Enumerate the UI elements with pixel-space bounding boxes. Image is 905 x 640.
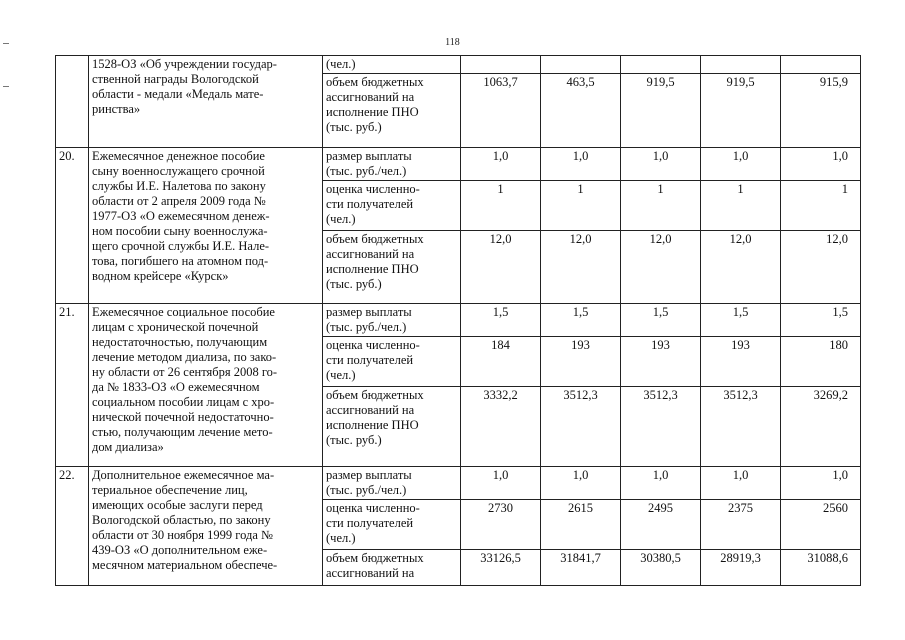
value-cell: 184 xyxy=(461,337,541,387)
value-cell: 1,0 xyxy=(781,467,861,500)
benefit-description: Дополнительное ежемесячное ма- териальное обеспечение лиц, имеющих особые заслуги перед Вологодской областью, по закону области от 30 ноября 1999 года № 439-ОЗ «О дополнительном еже- месячном материальном обеспече- xyxy=(89,467,323,586)
value-cell: 33126,5 xyxy=(461,550,541,586)
value-cell: 919,5 xyxy=(621,74,701,148)
value-cell: 30380,5 xyxy=(621,550,701,586)
value-cell: 1,5 xyxy=(781,304,861,337)
indicator-label: объем бюджетных ассигнований на исполнение ПНО (тыс. руб.) xyxy=(323,387,461,467)
value-cell: 915,9 xyxy=(781,74,861,148)
value-cell xyxy=(461,56,541,74)
value-cell: 1,0 xyxy=(621,467,701,500)
table-row xyxy=(56,56,861,74)
value-cell: 1,5 xyxy=(461,304,541,337)
value-cell: 2560 xyxy=(781,500,861,550)
value-cell: 28919,3 xyxy=(701,550,781,586)
table-body xyxy=(56,56,861,586)
value-cell: 3332,2 xyxy=(461,387,541,467)
indicator-label: объем бюджетных ассигнований на исполнение ПНО (тыс. руб.) xyxy=(323,74,461,148)
table-row xyxy=(56,304,861,337)
indicator-label: объем бюджетных ассигнований на исполнение ПНО (тыс. руб.) xyxy=(323,231,461,304)
value-cell: 1,0 xyxy=(701,148,781,181)
value-cell: 3512,3 xyxy=(621,387,701,467)
value-cell: 12,0 xyxy=(461,231,541,304)
value-cell: 1,0 xyxy=(461,467,541,500)
value-cell: 1 xyxy=(781,181,861,231)
value-cell: 193 xyxy=(541,337,621,387)
value-cell: 1,0 xyxy=(541,467,621,500)
value-cell: 2730 xyxy=(461,500,541,550)
benefit-description: Ежемесячное социальное пособие лицам с хронической почечной недостаточностью, получающим лечение методом диализа, по зако- ну области от 26 сентября 2008 го- да № 1833-ОЗ «О ежемесячном социальном пособии лицам с хро- нической почечной недостаточно- стью, получающим лечение мето- дом диализа» xyxy=(89,304,323,467)
indicator-label: оценка численно- сти получателей (чел.) xyxy=(323,500,461,550)
value-cell: 1 xyxy=(541,181,621,231)
value-cell: 3512,3 xyxy=(541,387,621,467)
value-cell: 1,5 xyxy=(621,304,701,337)
value-cell: 12,0 xyxy=(701,231,781,304)
value-cell: 1,0 xyxy=(461,148,541,181)
value-cell: 1,0 xyxy=(701,467,781,500)
value-cell xyxy=(781,56,861,74)
indicator-label: (чел.) xyxy=(323,56,461,74)
value-cell: 12,0 xyxy=(781,231,861,304)
page-number: 118 xyxy=(445,37,460,48)
row-number xyxy=(56,56,89,148)
benefit-description: 1528-ОЗ «Об учреждении государ- ственной награды Вологодской области - медали «Медаль мате- ринства» xyxy=(89,56,323,148)
value-cell: 12,0 xyxy=(541,231,621,304)
value-cell: 1,5 xyxy=(541,304,621,337)
indicator-label: оценка численно- сти получателей (чел.) xyxy=(323,337,461,387)
scan-edge-mark xyxy=(3,43,9,44)
value-cell: 1,0 xyxy=(541,148,621,181)
value-cell: 180 xyxy=(781,337,861,387)
value-cell: 3512,3 xyxy=(701,387,781,467)
value-cell: 193 xyxy=(621,337,701,387)
indicator-label: размер выплаты (тыс. руб./чел.) xyxy=(323,148,461,181)
value-cell: 1 xyxy=(701,181,781,231)
value-cell xyxy=(541,56,621,74)
value-cell: 1,0 xyxy=(621,148,701,181)
value-cell: 1,0 xyxy=(781,148,861,181)
benefit-description: Ежемесячное денежное пособие сыну военнослужащего срочной службы И.Е. Налетова по закону области от 2 апреля 2009 года № 1977-ОЗ «О ежемесячном денеж- ном пособии сыну военнослужа- щего срочной службы И.Е. Нале- това, погибшего на атомном под- водном крейсере «Курск» xyxy=(89,148,323,304)
value-cell: 193 xyxy=(701,337,781,387)
value-cell xyxy=(621,56,701,74)
scan-edge-mark xyxy=(3,86,9,87)
value-cell: 463,5 xyxy=(541,74,621,148)
value-cell: 12,0 xyxy=(621,231,701,304)
table-row xyxy=(56,148,861,181)
row-number: 22. xyxy=(56,467,89,586)
indicator-label: размер выплаты (тыс. руб./чел.) xyxy=(323,467,461,500)
value-cell: 1 xyxy=(461,181,541,231)
value-cell xyxy=(701,56,781,74)
value-cell: 2375 xyxy=(701,500,781,550)
value-cell: 1063,7 xyxy=(461,74,541,148)
value-cell: 2495 xyxy=(621,500,701,550)
value-cell: 919,5 xyxy=(701,74,781,148)
value-cell: 1 xyxy=(621,181,701,231)
row-number: 20. xyxy=(56,148,89,304)
value-cell: 2615 xyxy=(541,500,621,550)
benefits-table xyxy=(55,55,861,586)
value-cell: 1,5 xyxy=(701,304,781,337)
indicator-label: оценка численно- сти получателей (чел.) xyxy=(323,181,461,231)
row-number: 21. xyxy=(56,304,89,467)
indicator-label: размер выплаты (тыс. руб./чел.) xyxy=(323,304,461,337)
value-cell: 31841,7 xyxy=(541,550,621,586)
indicator-label: объем бюджетных ассигнований на xyxy=(323,550,461,586)
table-row xyxy=(56,467,861,500)
value-cell: 31088,6 xyxy=(781,550,861,586)
value-cell: 3269,2 xyxy=(781,387,861,467)
